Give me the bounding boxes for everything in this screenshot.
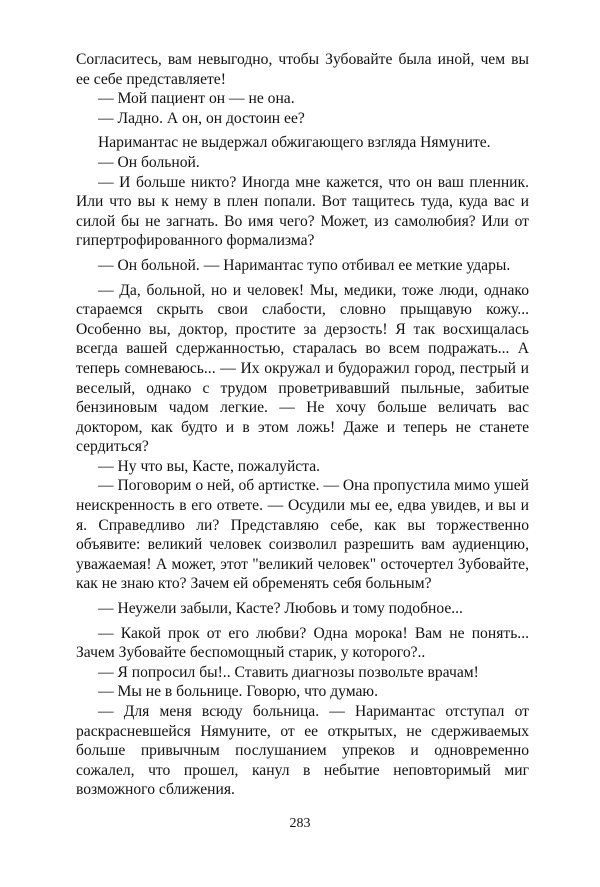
paragraph-5: — Он больной. — [98, 153, 200, 171]
paragraph-2: — Мой пациент он — не она. — [98, 90, 295, 108]
paragraph-6: — И больше никто? Иногда мне кажется, что он ваш пленник. Или что вы к нему в плен попали. Вот тащитесь туда, куда вас и силой бы не загнать. Во имя чего? Может, из самолюбия? Или от гипертрофированного формализма? — [76, 173, 529, 250]
paragraph-1: Согласитесь, вам невыгодно, чтобы Зубовайте была иной, чем вы ее себе представляете! — [76, 51, 529, 88]
page-number: 283 — [289, 816, 311, 831]
paragraph-11: — Неужели забыли, Касте? Любовь и тому подобное... — [98, 600, 463, 618]
paragraph-4: Наримантас не выдержал обжигающего взгляда Нямуните. — [98, 134, 491, 152]
paragraph-14: — Мы не в больнице. Говорю, что думаю. — [98, 683, 378, 701]
paragraph-15: — Для меня всюду больница. — Наримантас отступал от раскрасневшейся Нямуните, от ее открытых, не сдерживаемых больше привычным послушанием упреков и одновременно сожалел, что прошел, канул в небытие неповторимый миг возможного сближения. — [76, 703, 529, 799]
paragraph-12: — Какой прок от его любви? Одна морока! Вам не понять... Зачем Зубовайте беспомощный старик, у которого?.. — [76, 624, 529, 662]
paragraph-10: — Поговорим о ней, об артистке. — Она пропустила мимо ушей неискренность в его ответе. — Осудили мы ее, едва увидев, и вы и я. Справедливо ли? Представляю себе, как вы торжественно объявите: великий человек соизволил разрешить вам аудиенцию, уважаемая! А может, этот "великий человек" осточертел Зубовайте, как не знаю кто? Зачем ей обременять себя больным? — [76, 477, 529, 593]
paragraph-3: — Ладно. А он, он достоин ее? — [98, 109, 305, 127]
page-text-body — [76, 50, 529, 800]
paragraph-13: — Я попросил бы!.. Ставить диагнозы позвольте врачам! — [98, 663, 479, 681]
paragraph-9: — Ну что вы, Касте, пожалуйста. — [98, 457, 321, 475]
paragraph-7: — Он больной. — Наримантас тупо отбивал ее меткие удары. — [98, 256, 511, 274]
paragraph-8: — Да, больной, но и человек! Мы, медики, тоже люди, однако стараемся скрыть свои слабости, словно прыщавую кожу... Особенно вы, доктор, простите за дерзость! Я так восхищалась всегда вашей сдержанностью, старалась во всем подражать... А теперь сомневаюсь... — Их окружал и будоражил город, пестрый и веселый, однако с трудом проветривавший пыльные, забитые бензиновым чадом легкие. — Не хочу больше величать вас доктором, как будто и в этом ложь! Даже и теперь не станете сердиться? — [76, 281, 529, 456]
